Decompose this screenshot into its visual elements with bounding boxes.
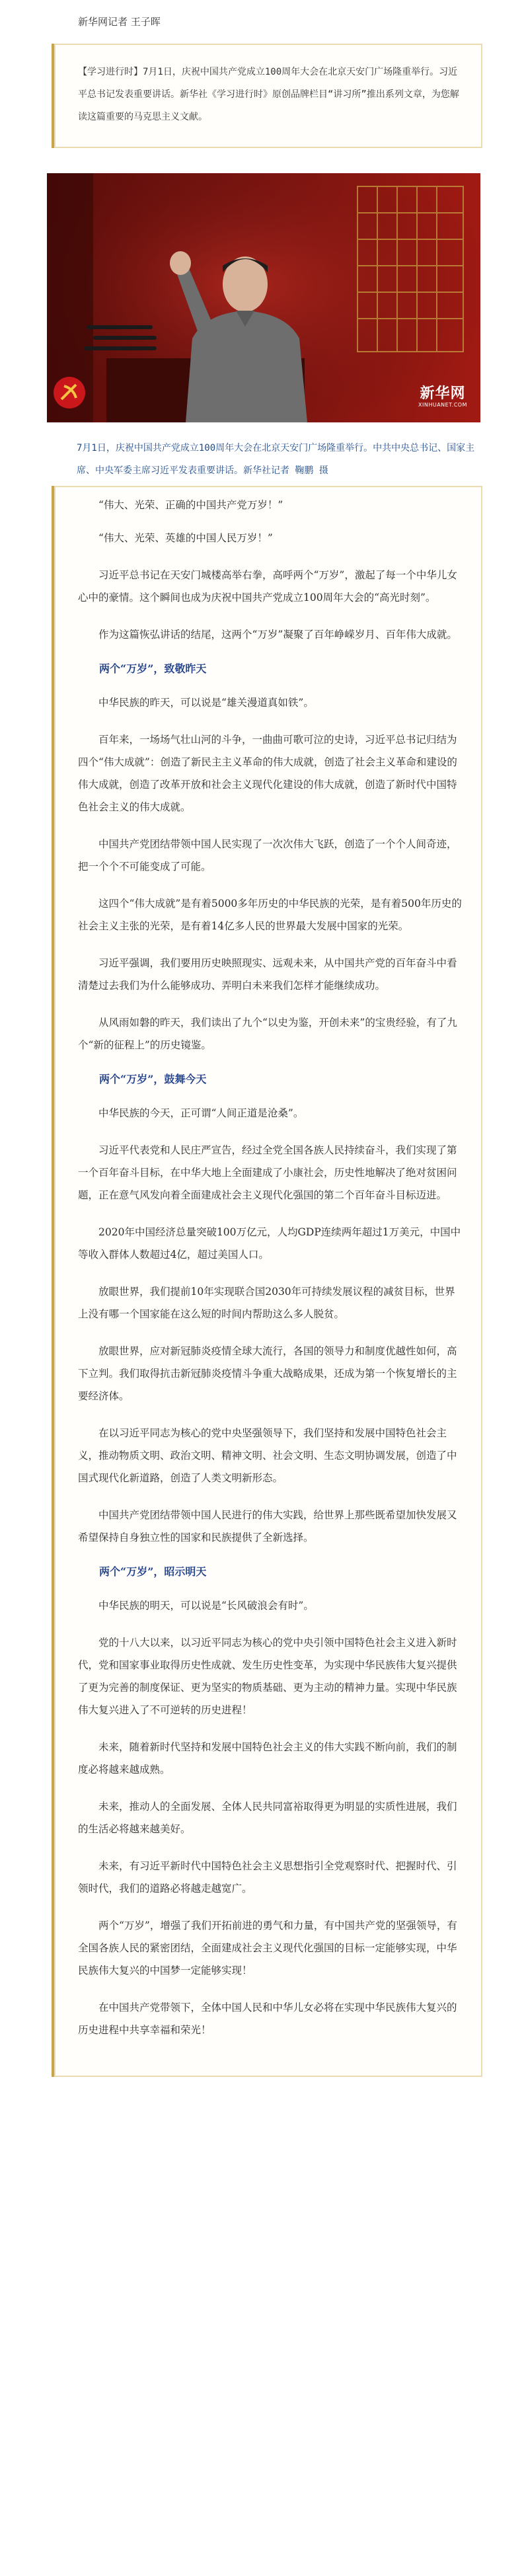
paragraph: 中华民族的明天，可以说是“长风破浪会有时”。 xyxy=(98,1600,314,1612)
paragraph: 在中国共产党带领下，全体中国人民和中华儿女必将在实现中华民族伟大复兴的历史进程中共享幸福和荣光！ xyxy=(78,2002,457,2036)
paragraph: 党的十八大以来，以习近平同志为核心的党中央引领中国特色社会主义进入新时代，党和国家事业取得历史性成就、发生历史性变革，为实现中华民族伟大复兴提供了更为完善的制度保证、更为坚实的物质基础、更为主动的精神力量。实现中华民族伟大复兴进入了不可逆转的历史进程！ xyxy=(78,1637,457,1716)
watermark-main: 新华网 xyxy=(420,385,466,402)
paragraph: 未来，推动人的全面发展、全体人民共同富裕取得更为明显的实质性进展，我们的生活必将越来越美好。 xyxy=(78,1801,457,1835)
paragraph: 习近平代表党和人民庄严宣告，经过全党全国各族人民持续奋斗，我们实现了第一个百年奋斗目标，在中华大地上全面建成了小康社会，历史性地解决了绝对贫困问题，正在意气风发向着全面建成社会主义现代化强国的第二个百年奋斗目标迈进。 xyxy=(78,1144,457,1201)
paragraph: 未来，有习近平新时代中国特色社会主义思想指引全党观察时代、把握时代、引领时代，我们的道路必将越走越宽广。 xyxy=(78,1860,457,1894)
paragraph: 百年来，一场场气壮山河的斗争，一曲曲可歌可泣的史诗，习近平总书记归结为四个“伟大成就”：创造了新民主主义革命的伟大成就，创造了社会主义革命和建设的伟大成就，创造了改革开放和社会主义现代化建设的伟大成就，创造了新时代中国特色社会主义的伟大成就。 xyxy=(78,734,457,813)
paragraph: 作为这篇恢弘讲话的结尾，这两个“万岁”凝聚了百年峥嵘岁月、百年伟大成就。 xyxy=(98,629,457,641)
paragraph: 在以习近平同志为核心的党中央坚强领导下，我们坚持和发展中国特色社会主义，推动物质文明、政治文明、精神文明、社会文明、生态文明协调发展，创造了中国式现代化新道路，创造了人类文明新形态。 xyxy=(78,1427,457,1484)
section-heading: 两个“万岁”，昭示明天 xyxy=(99,1565,207,1578)
photo-caption: 7月1日，庆祝中国共产党成立100周年大会在北京天安门广场隆重举行。中共中央总书记、国家主席、中央军委主席习近平发表重要讲话。新华社记者 鞠鹏 摄 xyxy=(77,443,475,476)
paragraph: “伟大、光荣、正确的中国共产党万岁！” xyxy=(98,499,283,511)
paragraph: 未来，随着新时代坚持和发展中国特色社会主义的伟大实践不断向前，我们的制度必将越来越成熟。 xyxy=(78,1741,457,1776)
photo-illustration xyxy=(47,173,480,422)
paragraph: 习近平总书记在天安门城楼高举右拳，高呼两个“万岁”，激起了每一个中华儿女心中的豪情。这个瞬间也成为庆祝中国共产党成立100周年大会的“高光时刻”。 xyxy=(78,569,457,604)
paragraph: 中华民族的昨天，可以说是“雄关漫道真如铁”。 xyxy=(98,697,314,709)
paragraph: 从风雨如磐的昨天，我们读出了九个“以史为鉴，开创未来”的宝贵经验，有了九个“新的征程上”的历史镜鉴。 xyxy=(78,1017,457,1051)
section-heading: 两个“万岁”，鼓舞今天 xyxy=(99,1073,207,1085)
watermark-logo xyxy=(418,386,467,408)
section-heading: 两个“万岁”，致敬昨天 xyxy=(99,662,207,675)
lead-box xyxy=(54,44,482,148)
news-photo xyxy=(47,173,480,422)
watermark-sub: XINHUANET.COM xyxy=(418,402,467,408)
paragraph: 习近平强调，我们要用历史映照现实、远观未来，从中国共产党的百年奋斗中看清楚过去我们为什么能够成功、弄明白未来我们怎样才能继续成功。 xyxy=(78,957,457,992)
paragraph: 中国共产党团结带领中国人民进行的伟大实践，给世界上那些既希望加快发展又希望保持自身独立性的国家和民族提供了全新选择。 xyxy=(78,1509,457,1543)
paragraph: 2020年中国经济总量突破100万亿元，人均GDP连续两年超过1万美元，中国中等收入群体人数超过4亿，超过美国人口。 xyxy=(78,1226,461,1261)
article-body xyxy=(54,486,482,2077)
paragraph: 中华民族的今天，正可谓“人间正道是沧桑”。 xyxy=(98,1107,304,1119)
paragraph: “伟大、光荣、英雄的中国人民万岁！” xyxy=(98,532,273,544)
byline: 新华网记者 王子晖 xyxy=(78,16,161,28)
paragraph: 放眼世界，我们提前10年实现联合国2030年可持续发展议程的减贫目标，世界上没有哪一个国家能在这么短的时间内帮助这么多人脱贫。 xyxy=(78,1286,455,1320)
paragraph: 这四个“伟大成就”是有着5000多年历史的中华民族的光荣，是有着500年历史的社会主义主张的光荣，是有着14亿多人民的世界最大发展中国家的光荣。 xyxy=(78,898,462,932)
paragraph: 中国共产党团结带领中国人民实现了一次次伟大飞跃，创造了一个个人间奇迹，把一个个不可能变成了可能。 xyxy=(78,838,457,873)
lead-text: 【学习进行时】7月1日，庆祝中国共产党成立100周年大会在北京天安门广场隆重举行。习近平总书记发表重要讲话。新华社《学习进行时》原创品牌栏目“讲习所”推出系列文章，为您解读这篇重要的马克思主义文献。 xyxy=(78,67,459,122)
paragraph: 两个“万岁”，增强了我们开拓前进的勇气和力量，有中国共产党的坚强领导，有全国各族人民的紧密团结，全面建成社会主义现代化强国的目标一定能够实现，中华民族伟大复兴的中国梦一定能够实现！ xyxy=(78,1920,457,1976)
paragraph: 放眼世界，应对新冠肺炎疫情全球大流行，各国的领导力和制度优越性如何，高下立判。我们取得抗击新冠肺炎疫情斗争重大战略成果，还成为第一个恢复增长的主要经济体。 xyxy=(78,1345,457,1402)
